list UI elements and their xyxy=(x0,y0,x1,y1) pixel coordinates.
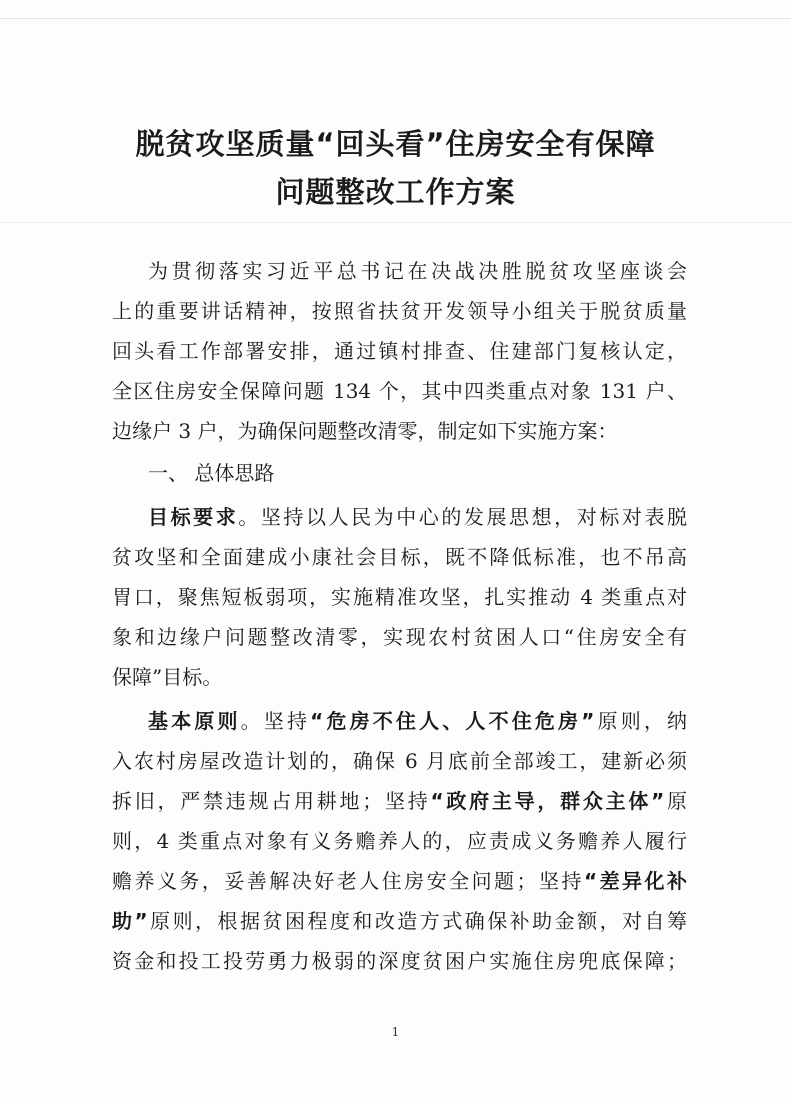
principle-line-1-a: 。坚持 xyxy=(240,709,311,733)
intro-line-2: 上的重要讲话精神，按照省扶贫开发领导小组关于脱贫质量 xyxy=(112,299,687,323)
intro-line-3: 回头看工作部署安排，通过镇村排查、住建部门复核认定， xyxy=(112,339,687,363)
principle-line-2: 入农村房屋改造计划的，确保 6 月底前全部竣工，建新必须 xyxy=(112,749,687,773)
goal-label: 目标要求 xyxy=(148,505,239,529)
principle-line-3-a: 拆旧，严禁违规占用耕地；坚持 xyxy=(112,789,431,813)
scan-artifact-top xyxy=(0,18,791,19)
goal-line-3: 胃口，聚焦短板弱项，实施精准攻坚，扎实推动 4 类重点对 xyxy=(112,585,687,609)
principle-line-4: 则，4 类重点对象有义务赡养人的，应责成义务赡养人履行 xyxy=(112,829,687,853)
intro-line-1: 为贯彻落实习近平总书记在决战决胜脱贫攻坚座谈会 xyxy=(148,259,687,283)
scan-artifact-divider xyxy=(0,222,791,223)
principle-line-5-a: 赡养义务，妥善解决好老人住房安全问题；坚持 xyxy=(112,869,584,893)
principle-line-6 xyxy=(112,908,687,934)
goal-line-1-text: 。坚持以人民为中心的发展思想，对标对表脱 xyxy=(238,505,687,529)
principle-line-7: 资金和投工投劳勇力极弱的深度贫困户实施住房兜底保障； xyxy=(112,949,687,973)
principle-line-5 xyxy=(112,868,687,894)
principle-emphasis-3: “差异化补 xyxy=(583,869,687,893)
principle-line-3-c: 原 xyxy=(664,789,687,813)
principle-line-1-c: 原则，纳 xyxy=(594,709,687,733)
goal-line-5: 保障”目标。 xyxy=(112,665,223,689)
principle-label: 基本原则 xyxy=(148,709,241,733)
page-number: 1 xyxy=(391,1025,400,1039)
goal-line-4: 象和边缘户问题整改清零，实现农村贫困人口“住房安全有 xyxy=(112,625,687,649)
document-title-line-2: 问题整改工作方案 xyxy=(275,175,516,209)
principle-line-3 xyxy=(112,788,687,814)
intro-line-4: 全区住房安全保障问题 134 个，其中四类重点对象 131 户、 xyxy=(112,379,687,403)
goal-line-2: 贫攻坚和全面建成小康社会目标，既不降低标准，也不吊高 xyxy=(112,545,687,569)
principle-emphasis-2: “政府主导，群众主体” xyxy=(430,789,665,813)
principle-emphasis-3-end: 助” xyxy=(112,909,148,933)
section-heading-overall-approach: 一、 总体思路 xyxy=(148,461,275,485)
principle-emphasis-1: “危房不住人、人不住危房” xyxy=(310,709,595,733)
document-title-line-1: 脱贫攻坚质量“回头看”住房安全有保障 xyxy=(135,127,656,161)
goal-line-1 xyxy=(148,504,687,530)
intro-line-5: 边缘户 3 户，为确保问题整改清零，制定如下实施方案： xyxy=(112,419,618,443)
principle-line-6-b: 原则，根据贫困程度和改造方式确保补助金额，对自筹 xyxy=(147,909,687,933)
principle-line-1 xyxy=(148,708,687,734)
